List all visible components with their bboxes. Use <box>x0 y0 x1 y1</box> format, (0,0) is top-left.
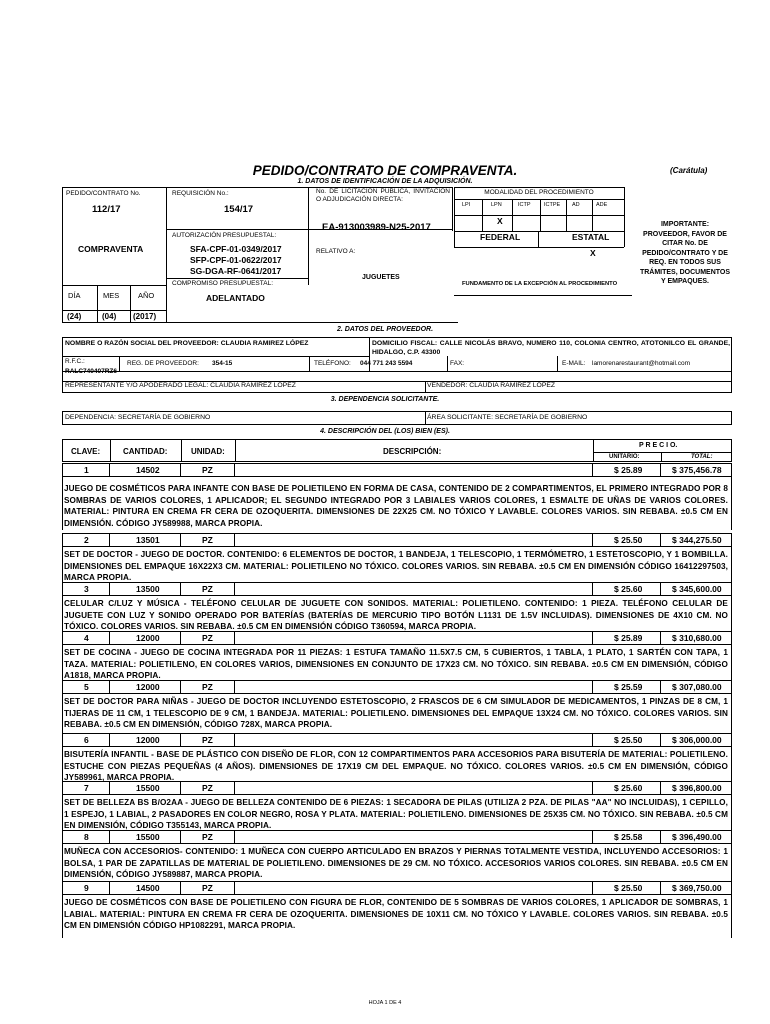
email-value: lamorenarestaurant@hotmail.com <box>592 360 691 367</box>
relativo-label: RELATIVO A: <box>316 248 356 255</box>
item-clave: 2 <box>84 535 89 545</box>
telefono-value: 044 771 243 5594 <box>360 360 413 367</box>
rfc-label: R.F.C.: <box>65 358 85 365</box>
mes-value: (04) <box>102 312 117 321</box>
item-total: $ 345,600.00 <box>672 584 722 594</box>
item-clave: 8 <box>84 832 89 842</box>
page-number: HOJA 1 DE 4 <box>368 1000 402 1006</box>
item-unidad: PZ <box>202 735 213 745</box>
section-2-heading: 2. DATOS DEL PROVEEDOR. <box>336 326 434 333</box>
item-total: $ 306,000.00 <box>672 735 722 745</box>
item-unidad: PZ <box>202 535 213 545</box>
modalidad-col-lpi: LPI <box>462 202 471 208</box>
item-descripcion: JUEGO DE COSMÉTICOS CON BASE DE POLIETILENO CON FIGURA DE FLOR, CONTENIDO DE 5 SOMBRAS DE VARIOS COLORES, 1 APLICADOR DE SOMBRAS, 1 LABIAL. MATERIAL: PINTURA EN CREMA FR CERA DE OZOQUERITA. DIMENSIONES DE 10X11 CM. NO TÓXICO Y LAVABLE. COLORES VARIOS. SIN REBABA. ±0.5 CM EN DIMENSIÓN CÓDIGO HP1082291, MARCA PROPIA. <box>64 898 728 930</box>
vendedor: VENDEDOR: CLAUDIA RAMÍREZ LÓPEZ <box>427 382 556 389</box>
item-descripcion: CELULAR C/LUZ Y MÚSICA - TELÉFONO CELULAR DE JUGUETE CON SONIDOS. MATERIAL: POLIETILENO. CONTENIDO: 1 PIEZA. TELÉFONO CELULAR DE JUGUETE CON LUZ Y SONIDO OPERADO POR BATERÍAS (BATERÍAS DE MERCURIO TIPO BOTÓN L1131 DE 1.5V INCLUIDAS). DIMENSIONES DE 4X10 CM. NO TÓXICO. COLORES VARIOS. SIN REBABA. ±0.5 CM EN DIMENSIÓN CÓDIGO T360594, MARCA PROPIA. <box>64 599 728 631</box>
items-table <box>62 439 732 939</box>
col-cantidad: CANTIDAD: <box>123 447 168 456</box>
item-cantidad: 15500 <box>136 832 160 842</box>
estatal-label: ESTATAL <box>572 232 610 242</box>
col-unitario: UNITARIO: <box>609 454 640 460</box>
dia-value: (24) <box>67 312 82 321</box>
requisicion-value: 154/17 <box>224 204 254 215</box>
item-cantidad: 14500 <box>136 883 160 893</box>
item-unitario: $ 25.50 <box>614 735 643 745</box>
item-clave: 7 <box>84 783 89 793</box>
item-unidad: PZ <box>202 584 213 594</box>
autorizacion-value-2: SFP-CPF-01-0622/2017 <box>190 255 282 265</box>
item-cantidad: 14502 <box>136 465 160 475</box>
autorizacion-value-3: SG-DGA-RF-0641/2017 <box>190 266 282 276</box>
item-total: $ 375,456.78 <box>672 465 722 475</box>
reg-proveedor-value: 354-15 <box>212 360 233 367</box>
modalidad-mark: X <box>497 216 503 226</box>
modalidad-col-ictpe: ICTPE <box>544 202 561 208</box>
item-unidad: PZ <box>202 682 213 692</box>
item-clave: 5 <box>84 682 89 692</box>
section-1-heading: 1. DATOS DE IDENTIFICACIÓN DE LA ADQUISICIÓN. <box>297 178 473 185</box>
item-descripcion: MUÑECA CON ACCESORIOS- CONTENIDO: 1 MUÑECA CON CUERPO ARTICULADO EN BRAZOS Y PIERNAS TOTALMENTE VESTIDA, INCLUYENDO ACCESORIOS: 1 BOLSA, 1 PAR DE ZAPATILLAS DE MATERIAL DE POLIETILENO. DIMENSIONES DE 29 CM. NO TÓXICO. ACCESORIOS VARIOS COLORES. SIN REBABA. ±0.5 CM EN DIMENSIÓN, CÓDIGO JY589887, MARCA PROPIA. <box>64 847 728 879</box>
identification-block <box>62 187 732 323</box>
rfc-value: RALC740407RZ6 <box>65 368 118 375</box>
item-descripcion: SET DE DOCTOR PARA NIÑAS - JUEGO DE DOCTOR INCLUYENDO ESTETOSCOPIO, 2 FRASCOS DE 6 CM SIMULADOR DE MEDICAMENTOS, 1 PINZAS DE 8 CM, 1 TIJERAS DE 11 CM, 1 TELESCOPIO DE 9 CM, 1 BANDEJA. MATERIAL: POLIETILENO. DIMENSIONES DEL EMPAQUE 13X24 CM. NO TÓXICO. COLORES VARIOS. SIN REBABA. ±0.5 CM EN DIMENSIÓN, CÓDIGO 728X, MARCA PROPIA. <box>64 697 728 729</box>
autorizacion-value-1: SFA-CPF-01-0349/2017 <box>190 244 282 254</box>
fundamento-label: FUNDAMENTO DE LA EXCEPCIÓN AL PROCEDIMIENTO <box>462 281 618 287</box>
compromiso-value: ADELANTADO <box>206 293 265 303</box>
item-unidad: PZ <box>202 633 213 643</box>
modalidad-col-ade: ADE <box>596 202 608 208</box>
relativo-value: JUGUETES <box>362 274 400 281</box>
item-descripcion: SET DE BELLEZA BS B/O2AA - JUEGO DE BELLEZA CONTENIDO DE 6 PIEZAS: 1 SECADORA DE PILAS (UTILIZA 2 PZA. DE PILAS "AA" NO INCLUIDAS), 1 CEPILLO, 1 ESPEJO, 1 LABIAL, 2 PASADORES EN COLOR NEGRO, ROSA Y PLATA. MATERIAL: POLIETILENO. DIMENSIONES DE 25X35 CM. NO TÓXICO. SIN REBABA. ±0.5 CM EN DIMENSIÓN, CÓDIGO T355143, MARCA PROPIA. <box>64 798 728 830</box>
modalidad-col-lpn: LPN <box>491 202 502 208</box>
requisicion-label: REQUISICIÓN No.: <box>172 190 229 197</box>
item-descripcion: JUEGO DE COSMÉTICOS PARA INFANTE CON BASE DE POLIETILENO EN FORMA DE CASA, CONTENIDO DE 2 COMPARTIMENTOS, EL PRIMERO INTEGRADO POR 8 SOMBRAS DE VARIOS COLORES, 1 APLICADOR; EL SEGUNDO INTEGRADO POR 3 LABIALES VARIOS COLORES, 1 ESMALTE DE UÑAS DE VARIOS COLORES. MATERIAL: PINTURA EN CREMA FR CERA DE OZOQUERITA. DIMENSIONES DE 22X25 CM. NO TÓXICO Y LAVABLE. COLORES VARIOS. SIN REBABA. ±0.5 CM EN DIMENSIÓN. CÓDIGO JY589988, MARCA PROPIA. <box>64 484 728 528</box>
item-total: $ 310,680.00 <box>672 633 722 643</box>
telefono-label: TELÉFONO: <box>314 360 351 367</box>
dependencia-value: DEPENDENCIA: SECRETARÍA DE GOBIERNO <box>65 414 211 421</box>
anio-label: AÑO <box>138 291 155 300</box>
col-clave: CLAVE: <box>71 447 101 456</box>
mes-label: MES <box>103 291 120 300</box>
modalidad-col-ad: AD <box>572 202 580 208</box>
item-clave: 9 <box>84 883 89 893</box>
important-note: IMPORTANTE: PROVEEDOR, FAVOR DE CITAR No. DE PEDIDO/CONTRATO Y DE REQ. EN TODOS SUS TRÁMITES, DOCUMENTOS Y EMPAQUES. <box>639 221 731 285</box>
item-unitario: $ 25.50 <box>614 535 643 545</box>
item-clave: 4 <box>84 633 89 643</box>
item-descripcion: SET DE COCINA - JUEGO DE COCINA INTEGRADA POR 11 PIEZAS: 1 ESTUFA TAMAÑO 11.5X7.5 CM, 5 CUBIERTOS, 1 TABLA, 1 PLATO, 1 SARTÉN CON TAPA, 1 TAZA. MATERIAL: POLIETILENO, EN COLORES VARIOS, DIMENSIONES EN CONJUNTO DE 17X23 CM. NO TÓXICO. SIN REBABA. ±0.5 CM EN DIMENSIÓN, CÓDIGO A1818, MARCA PROPIA. <box>64 648 728 680</box>
item-unitario: $ 25.59 <box>614 682 643 692</box>
representante-legal: REPRESENTANTE Y/O APODERADO LEGAL: CLAUDIA RAMÍREZ LÓPEZ <box>65 382 296 389</box>
document-title: PEDIDO/CONTRATO DE COMPRAVENTA. <box>252 163 518 178</box>
anio-value: (2017) <box>133 312 157 321</box>
item-unitario: $ 25.89 <box>614 633 643 643</box>
item-unidad: PZ <box>202 832 213 842</box>
compromiso-label: COMPROMISO PRESUPUESTAL: <box>172 280 274 287</box>
fax-label: FAX: <box>450 360 465 367</box>
item-cantidad: 13501 <box>136 535 160 545</box>
item-unitario: $ 25.50 <box>614 883 643 893</box>
item-unitario: $ 25.58 <box>614 832 643 842</box>
item-unidad: PZ <box>202 783 213 793</box>
reg-proveedor-label: REG. DE PROVEEDOR: <box>127 360 199 367</box>
caratula-label: (Carátula) <box>670 166 708 175</box>
section-3-heading: 3. DEPENDENCIA SOLICITANTE. <box>330 396 440 403</box>
item-total: $ 307,080.00 <box>672 682 722 692</box>
col-unidad: UNIDAD: <box>191 447 225 456</box>
items-header <box>62 439 732 462</box>
proveedor-domicilio: DOMICILIO FISCAL: CALLE NICOLÁS BRAVO, NUMERO 110, COLONIA CENTRO, ATOTONILCO EL GRANDE, HIDALGO, C.P. 43300 <box>372 340 730 356</box>
col-total: TOTAL: <box>691 454 713 460</box>
item-total: $ 344,275.50 <box>672 535 722 545</box>
item-clave: 6 <box>84 735 89 745</box>
col-precio: P R E C I O. <box>639 442 678 449</box>
pedido-value: 112/17 <box>92 204 121 215</box>
item-cantidad: 12000 <box>136 633 160 643</box>
section-4-heading: 4. DESCRIPCIÓN DEL (LOS) BIEN (ES). <box>320 428 450 435</box>
modalidad-columns <box>454 201 624 217</box>
item-total: $ 396,490.00 <box>672 832 722 842</box>
licitacion-label: No. DE LICITACIÓN PÚBLICA, INVITACIÓN O ADJUDICACIÓN DIRECTA: <box>316 188 450 203</box>
item-cantidad: 12000 <box>136 682 160 692</box>
item-clave: 1 <box>84 465 89 475</box>
item-unidad: PZ <box>202 883 213 893</box>
item-total: $ 396,800.00 <box>672 783 722 793</box>
email-label: E-MAIL: <box>562 360 586 367</box>
proveedor-nombre: NOMBRE O RAZÓN SOCIAL DEL PROVEEDOR: CLAUDIA RAMIREZ LÓPEZ <box>65 340 309 347</box>
modalidad-label: MODALIDAD DEL PROCEDIMIENTO <box>484 189 594 196</box>
item-cantidad: 12000 <box>136 735 160 745</box>
pedido-label: PEDIDO/CONTRATO No. <box>66 190 141 197</box>
item-cantidad: 13500 <box>136 584 160 594</box>
licitacion-value: EA-913003989-N25-2017 <box>322 222 431 233</box>
col-descripcion: DESCRIPCIÓN: <box>383 447 442 456</box>
tipo-value: COMPRAVENTA <box>78 244 144 254</box>
item-total: $ 369,750.00 <box>672 883 722 893</box>
area-solicitante: ÁREA SOLICITANTE: SECRETARÍA DE GOBIERNO <box>427 414 588 421</box>
dia-label: DÍA <box>68 291 81 300</box>
federal-label: FEDERAL <box>480 232 521 242</box>
item-descripcion: SET DE DOCTOR - JUEGO DE DOCTOR. CONTENIDO: 6 ELEMENTOS DE DOCTOR, 1 BANDEJA, 1 TELESCOPIO, 1 TERMÓMETRO, 1 ESTETOSCOPIO, Y 1 BOMBILLA. DIMENSIONES DEL EMPAQUE 16X22X3 CM. MATERIAL: POLIETILENO NO TÓXICO. COLORES VARIOS. SIN REBABA. ±0.5 CM EN DIMENSIÓN CÓDIGO 16412297503, MARCA PROPIA. <box>64 550 728 582</box>
item-unitario: $ 25.89 <box>614 465 643 475</box>
autorizacion-label: AUTORIZACIÓN PRESUPUESTAL: <box>172 232 277 239</box>
item-unidad: PZ <box>202 465 213 475</box>
item-descripcion: BISUTERÍA INFANTIL - BASE DE PLÁSTICO CON DISEÑO DE FLOR, CON 12 COMPARTIMENTOS PARA ACCESORIOS PARA BISUTERÍA DE MATERIAL: POLIETILENO. ESTUCHE CON PIEZAS PEQUEÑAS (4 AÑOS). DIMENSIONES DE 17X19 CM DEL EMPAQUE. NO TÓXICO. COLORES VARIOS. ±0.5 CM EN DIMENSIÓN, CÓDIGO JY589961, MARCA PROPIA. <box>64 750 728 782</box>
estatal-mark: X <box>590 248 596 258</box>
item-unitario: $ 25.60 <box>614 783 643 793</box>
item-cantidad: 15500 <box>136 783 160 793</box>
item-clave: 3 <box>84 584 89 594</box>
modalidad-col-ictp: ICTP <box>518 202 531 208</box>
item-unitario: $ 25.60 <box>614 584 643 594</box>
